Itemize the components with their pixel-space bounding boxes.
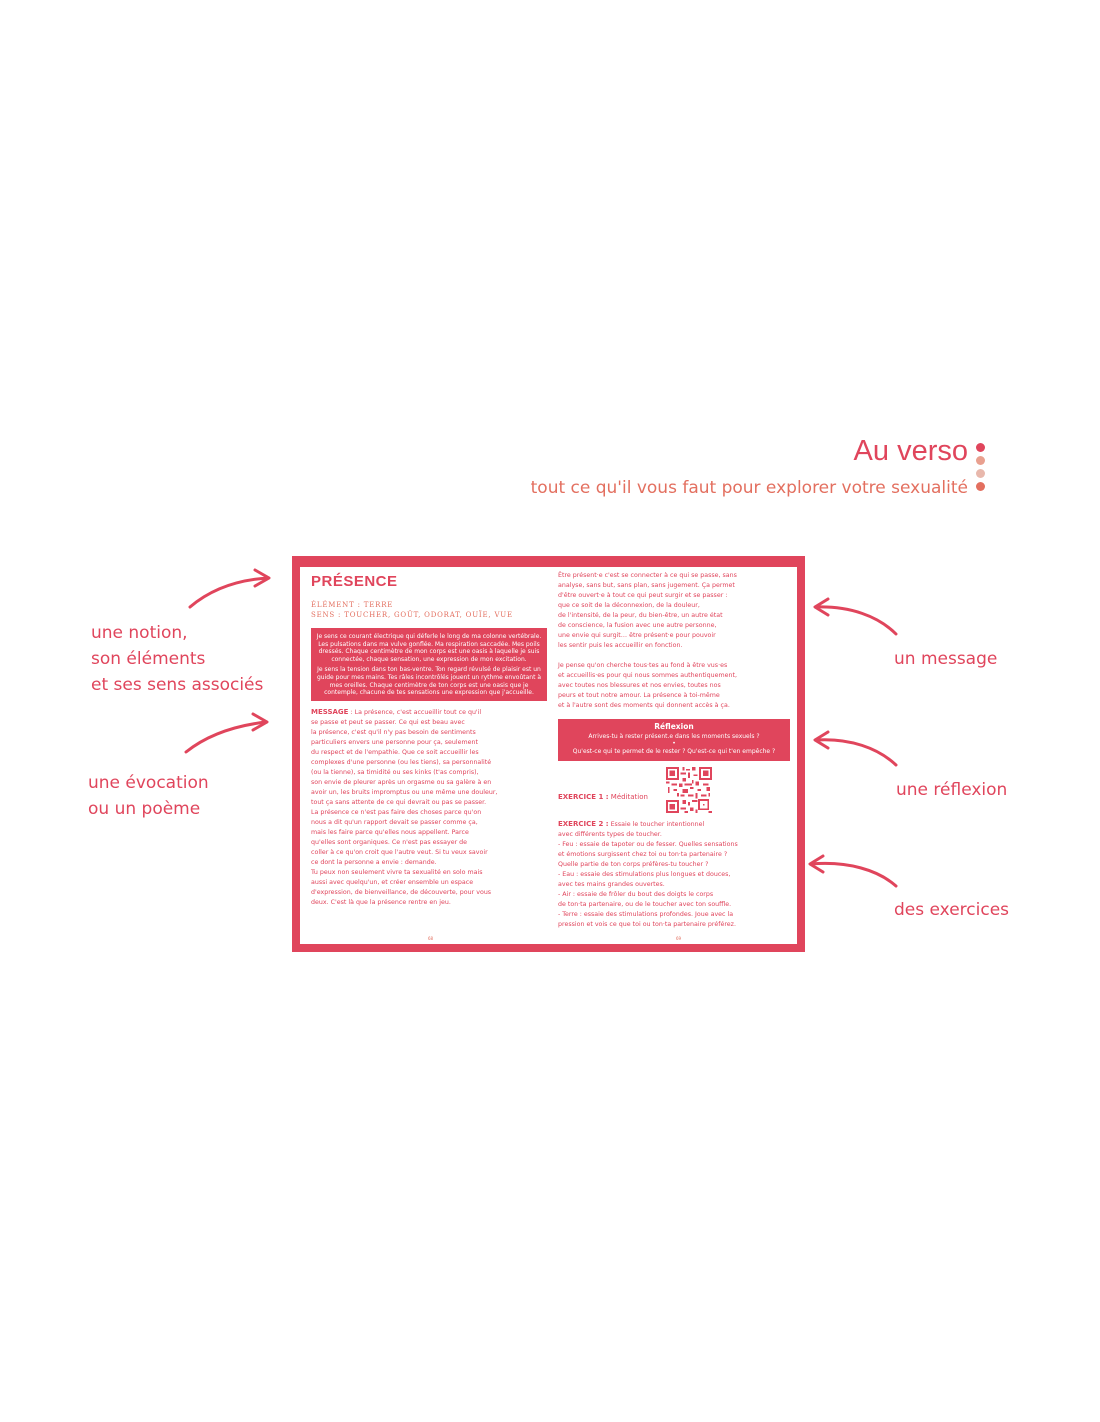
left-page [311, 571, 547, 908]
qr-code-icon[interactable] [666, 767, 712, 813]
poem-paragraph-2: Je sens la tension dans ton bas-ventre. Ton regard révulsé de plaisir est un guide pour mes mains. Tes râles incontrôlés jouent un rythme envoûtant à mes oreilles. Chaque centimètre de ton corps est une oasis que je contemple, chacune de tes sensations une expression que j'accueille. [316, 666, 542, 697]
exercise-2-text: Essaie le toucher intentionnel avec différents types de toucher. - Feu : essaie de tapoter ou de fesser. Quelles sensations et émotions surgissent chez toi ou ton·ta partenaire ? Quelle partie de ton corps préfères-tu toucher ? - Eau : essaie des stimulations plus longues et douces, avec tes mains grandes ouvertes. - Air : essaie de frôler du bout des doigts le corps de ton·ta partenaire, ou de le toucher avec ton souffle. - Terre : essaie des stimulations profondes. Joue avec la pression et vois ce que toi ou ton·ta partenaire préférez. [558, 821, 738, 928]
reflexion-separator: • [672, 740, 676, 747]
reflexion-question-2: Qu'est-ce qui te permet de le rester ? Qu'est-ce qui t'en empêche ? [572, 748, 776, 755]
dot-4-icon [976, 482, 985, 491]
reflexion-box [558, 719, 790, 761]
page-number-left: 68 [428, 936, 434, 941]
notion-title: PRÉSENCE [311, 573, 398, 590]
page-number-right: 69 [676, 936, 682, 941]
dots-ornament-icon [976, 443, 988, 495]
notion-element: ÉLÉMENT : TERRE [311, 601, 394, 609]
poem-paragraph-1: Je sens ce courant électrique qui déferle le long de ma colonne vertébrale. Les pulsations dans ma vulve gonflée. Ma respiration saccadée. Mes poils dressés. Chaque centimètre de mon corps est une oasis à laquelle je suis connectée, chaque sensation, une expression de mon excitation. [316, 633, 542, 663]
presence-paragraph-1: Être présent·e c'est se connecter à ce qui se passe, sans analyse, sans but, sans plan, sans jugement. Ça permet d'être ouvert·e à tout ce qui peut surgir et se passer : que ce soit de la déconnexion, de la douleur, de l'intensité, de la peur, du bien-être, un autre état de conscience, la fusion avec une autre personne, une envie qui surgit… être présent·e pour pouvoir les sentir puis les accueillir en fonction. [558, 572, 737, 649]
right-page [558, 571, 790, 930]
reflexion-title: Réflexion [654, 722, 694, 731]
arrow-notion-icon [190, 570, 269, 607]
reflexion-question-1: Arrives-tu à rester présent.e dans les moments sexuels ? [588, 733, 760, 740]
dot-2-icon [976, 456, 985, 465]
annotation-exercices: des exercices [894, 900, 1010, 920]
exercise-1 [558, 793, 648, 801]
notion-senses: SENS : TOUCHER, GOÛT, ODORAT, OUÏE, VUE [311, 611, 513, 619]
dot-3-icon [976, 469, 985, 478]
exercise-1-label: EXERCICE 1 : [558, 793, 609, 801]
exercise-1-text: Méditation [608, 793, 648, 801]
page-subtitle: tout ce qu'il vous faut pour explorer votre sexualité [530, 478, 968, 498]
dot-1-icon [976, 443, 985, 452]
arrow-message-icon [815, 599, 896, 634]
annotation-notion: une notion, son éléments et ses sens associés [91, 623, 264, 695]
book-spread [292, 556, 805, 952]
presence-paragraph-2: Je pense qu'on cherche tous·tes au fond à être vus·es et accueillis·es pour qui nous sommes authentiquement, avec toutes nos blessures et nos envies, toutes nos peurs et tout notre amour. La présence à toi-même et à l'autre sont des moments qui donnent accès à ça. [558, 662, 737, 709]
book-spread-inner [300, 567, 797, 944]
annotation-evocation: une évocation ou un poème [88, 773, 209, 819]
header [531, 436, 968, 498]
page-title: Au verso [853, 435, 968, 467]
arrow-evocation-icon [186, 714, 267, 752]
message-label: MESSAGE [311, 707, 349, 716]
exercise-2 [558, 819, 790, 930]
arrow-reflexion-icon [815, 732, 896, 765]
arrow-exercices-icon [810, 856, 896, 886]
annotation-message: un message [894, 649, 998, 669]
message-block [311, 707, 547, 908]
annotation-reflexion: une réflexion [896, 780, 1008, 800]
message-text: : La présence, c'est accueillir tout ce qu'il se passe et peut se passer. Ce qui est beau avec la présence, c'est qu'il n'y pas besoin de sentiments particuliers envers une personne pour ça, seulement du respect et de l'empathie. Que ce soit accueillir les complexes d'une personne (ou les tiens), sa personnalité (ou la tienne), sa timidité ou ses kinks (t'as compris), son envie de pleurer après un orgasme ou sa galère à en avoir un, les bruits impromptus ou une même une douleur, tout ça sans attente de ce qui devrait ou pas se passer. La présence ce n'est pas faire des choses parce qu'on nous a dit qu'un rapport devait se passer comme ça, mais les faire parce qu'elles nous appellent. Parce qu'elles sont organiques. Ce n'est pas essayer de coller à ce qu'on croit que l'autre veut. Si tu veux savoir ce dont la personne a envie : demande. Tu peux non seulement vivre ta sexualité en solo mais aussi avec quelqu'un, et créer ensemble un espace d'expression, de bienveillance, de découverte, pour vous deux. C'est là que la présence rentre en jeu. [311, 708, 498, 906]
exercise-1-row [558, 767, 790, 819]
exercise-2-label: EXERCICE 2 : [558, 820, 609, 828]
poem-box [311, 628, 547, 701]
